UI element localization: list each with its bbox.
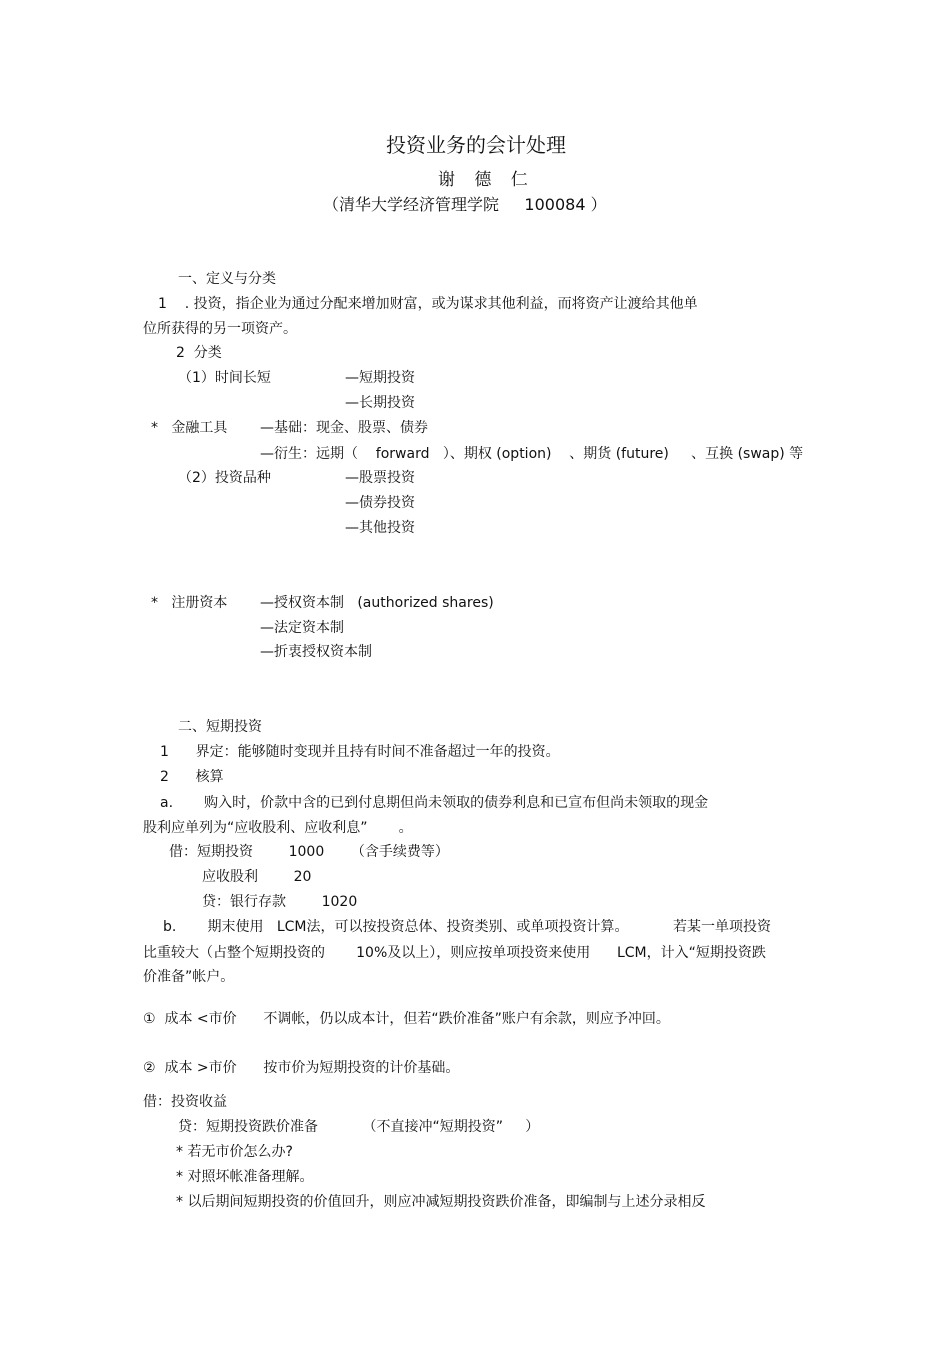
time-long-item: —长期投资 [345, 395, 415, 411]
period-end-paragraph-line-2: 比重较大（占整个短期投资的 10%及以上），则应按单项投资来使用 LCM，计入“短期投资跌 [143, 945, 766, 961]
note-value-recovery: * 以后期间短期投资的价值回升，则应冲减短期投资跌价准备，即编制与上述分录相反 [176, 1194, 706, 1210]
purchase-paragraph-line-2: 股利应单列为“应收股利、应收利息” 。 [143, 820, 413, 836]
journal-debit-line-2: 应收股利 20 [202, 869, 312, 885]
document-title: 投资业务的会计处理 [386, 133, 566, 157]
case-cost-below-market: ① 成本 <市价 不调帐，仍以成本计，但若“跌价准备”账户有余款，则应予冲回。 [143, 1011, 670, 1027]
note-bad-debt-comparison: * 对照坏帐准备理解。 [176, 1169, 314, 1185]
variety-other-item: —其他投资 [345, 520, 415, 536]
financial-derivative-item: —衍生：远期（ forward ）、期权 (option) 、期货 (future) 、互换 (swap) 等 [260, 446, 804, 462]
accounting-item: 2 核算 [160, 769, 224, 785]
time-length-label: （1）时间长短 [178, 370, 271, 386]
definition-item: 1 界定：能够随时变现并且持有时间不准备超过一年的投资。 [160, 744, 560, 760]
investment-variety-label: （2）投资品种 [178, 470, 271, 486]
case-cost-above-market: ② 成本 >市价 按市价为短期投资的计价基础。 [143, 1060, 460, 1076]
capital-compromise-item: —折衷授权资本制 [260, 644, 372, 660]
registered-capital-label: * 注册资本 [151, 595, 228, 611]
journal-debit-line-1: 借：短期投资 1000 （含手续费等） [169, 844, 449, 860]
journal-debit-investment-income: 借：投资收益 [143, 1094, 227, 1110]
purchase-paragraph-line-1: a. 购入时，价款中含的已到付息期但尚未领取的债券利息和已宣布但尚未领取的现金 [160, 795, 709, 811]
variety-bond-item: —债券投资 [345, 495, 415, 511]
period-end-paragraph-line-3: 价准备”帐户。 [143, 969, 235, 985]
financial-instrument-label: * 金融工具 [151, 420, 228, 436]
time-short-item: —短期投资 [345, 370, 415, 386]
period-end-paragraph-line-1: b. 期末使用 LCM法，可以按投资总体、投资类别、或单项投资计算。 若某一单项投资 [163, 919, 771, 935]
definition-line-2: 位所获得的另一项资产。 [143, 321, 297, 337]
section2-heading: 二、短期投资 [178, 719, 262, 735]
note-no-market-price: * 若无市价怎么办? [176, 1144, 293, 1160]
financial-basic-item: —基础：现金、股票、债券 [260, 420, 428, 436]
author-affiliation: （清华大学经济管理学院 100084 ） [323, 195, 607, 214]
journal-credit-impairment: 贷：短期投资跌价准备 （不直接冲“短期投资” ） [178, 1119, 540, 1135]
definition-line-1: 1 . 投资，指企业为通过分配来增加财富，或为谋求其他利益，而将资产让渡给其他单 [158, 296, 698, 312]
capital-statutory-item: —法定资本制 [260, 620, 344, 636]
journal-credit-line: 贷：银行存款 1020 [202, 894, 358, 910]
classification-heading: 2 分类 [176, 345, 222, 361]
capital-authorized-item: —授权资本制 (authorized shares) [260, 595, 494, 611]
section1-heading: 一、定义与分类 [178, 271, 276, 287]
variety-stock-item: —股票投资 [345, 470, 415, 486]
author-name: 谢 德 仁 [438, 170, 535, 190]
